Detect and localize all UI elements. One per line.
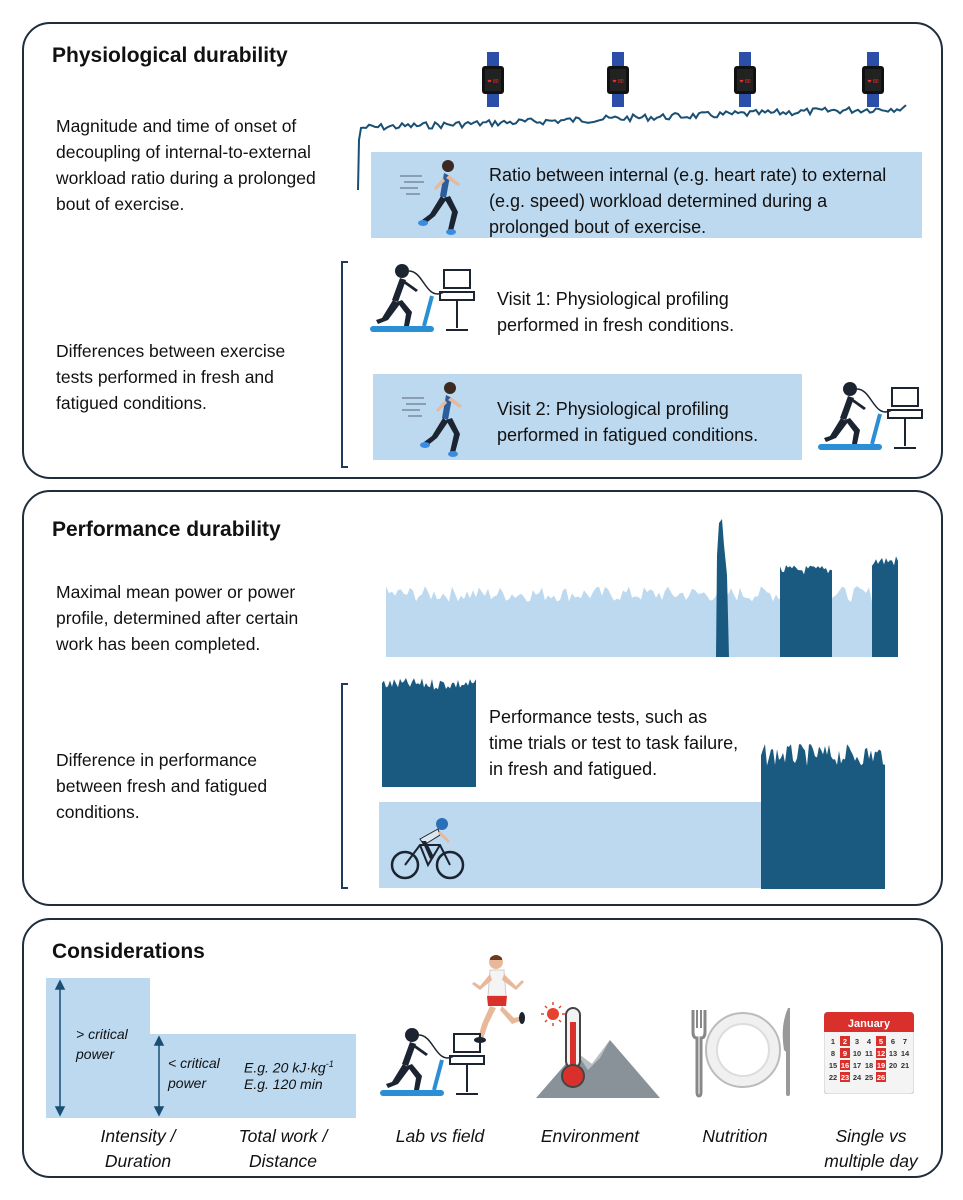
calendar-day: 5 xyxy=(878,1037,884,1046)
calendar-day: 24 xyxy=(852,1073,862,1082)
svg-text:❤ 80: ❤ 80 xyxy=(487,79,499,85)
calendar-day: 25 xyxy=(864,1073,874,1082)
calendar-day: 3 xyxy=(854,1037,860,1046)
calendar-day: 7 xyxy=(902,1037,908,1046)
considerations-title: Considerations xyxy=(52,940,205,963)
calendar-day: 15 xyxy=(828,1061,838,1070)
performance-definition-1: Maximal mean power or power profile, determined after certain work has been completed. xyxy=(56,582,299,654)
caption-total-work-distance: Total work / Distance xyxy=(238,1126,328,1171)
performance-definition-2: Difference in performance between fresh and fatigued conditions. xyxy=(56,750,268,822)
caption-intensity-duration: Intensity / Duration xyxy=(100,1126,176,1171)
visit-1-text: Visit 1: Physiological profiling performed in fresh conditions. xyxy=(497,289,735,335)
calendar-day: 18 xyxy=(864,1061,874,1070)
calendar-month: January xyxy=(847,1018,891,1030)
lab-treadmill-icon xyxy=(374,1026,486,1101)
lab-treadmill-icon xyxy=(364,262,476,337)
above-critical-power-label: > critical power xyxy=(76,1026,128,1062)
fatigued-performance-block xyxy=(761,732,887,889)
calendar-day: 9 xyxy=(842,1049,848,1058)
calendar-day: 20 xyxy=(888,1061,898,1070)
calendar-day: 21 xyxy=(900,1061,910,1070)
calendar-day: 14 xyxy=(900,1049,910,1058)
svg-text:❤ 80: ❤ 80 xyxy=(612,79,624,85)
nutrition-plate-icon xyxy=(688,1006,798,1098)
example-time-label: E.g. 120 min xyxy=(244,1076,323,1092)
smartwatch-icon xyxy=(607,52,629,107)
caption-nutrition: Nutrition xyxy=(702,1126,768,1146)
calendar-day: 26 xyxy=(876,1073,886,1082)
lab-treadmill-icon xyxy=(812,380,924,455)
runner-icon xyxy=(400,154,470,236)
fresh-performance-block xyxy=(382,672,478,787)
svg-text:❤ 80: ❤ 80 xyxy=(867,79,879,85)
svg-text:❤ 80: ❤ 80 xyxy=(739,79,751,85)
smartwatch-icon xyxy=(482,52,504,107)
visit-2-text: Visit 2: Physiological profiling performed in fatigued conditions. xyxy=(497,399,759,445)
cyclist-icon xyxy=(390,815,466,883)
physiological-definition-1: Magnitude and time of onset of decoupling of internal-to-external workload ratio during a prolonged bout of exercise. xyxy=(56,116,316,214)
ratio-box-text: Ratio between internal (e.g. heart rate) to external (e.g. speed) workload determined during a prolonged bout of exercise. xyxy=(489,165,887,237)
calendar-day: 2 xyxy=(842,1037,848,1046)
calendar-icon xyxy=(824,1012,914,1094)
calendar-day: 12 xyxy=(876,1049,886,1058)
calendar-day: 19 xyxy=(876,1061,886,1070)
calendar-day: 17 xyxy=(852,1061,862,1070)
caption-lab-vs-field: Lab vs field xyxy=(395,1126,485,1146)
performance-tests-text: Performance tests, such as time trials or test to task failure, in fresh and fatigued. xyxy=(489,707,739,779)
smartwatch-icon xyxy=(862,52,884,107)
calendar-day: 22 xyxy=(828,1073,838,1082)
calendar-day: 16 xyxy=(840,1061,850,1070)
example-work-text: E.g. 20 kJ·kg xyxy=(244,1059,326,1076)
example-work-exponent: -1 xyxy=(325,1059,334,1069)
calendar-day: 10 xyxy=(852,1049,862,1058)
calendar-day: 8 xyxy=(830,1049,836,1058)
calendar-day: 4 xyxy=(866,1037,872,1046)
caption-single-vs-multiple-day: Single vs multiple day xyxy=(824,1126,918,1171)
physiological-definition-2: Differences between exercise tests performed in fresh and fatigued conditions. xyxy=(56,341,286,413)
smartwatch-icons xyxy=(470,52,920,107)
calendar-day: 23 xyxy=(840,1073,850,1082)
runner-icon xyxy=(402,376,472,458)
visits-bracket xyxy=(341,261,348,468)
calendar-day: 11 xyxy=(865,1049,873,1058)
caption-environment: Environment xyxy=(540,1126,640,1146)
performance-bracket xyxy=(341,683,348,889)
smartwatch-icon xyxy=(734,52,756,107)
power-profile-chart xyxy=(386,515,901,660)
performance-durability-title: Performance durability xyxy=(52,518,281,541)
environment-icon xyxy=(536,1000,660,1100)
calendar-day: 6 xyxy=(890,1037,896,1046)
calendar-day: 1 xyxy=(830,1037,836,1046)
physiological-durability-title: Physiological durability xyxy=(52,44,288,67)
calendar-day: 13 xyxy=(888,1049,898,1058)
below-critical-power-label: < critical power xyxy=(168,1055,220,1091)
